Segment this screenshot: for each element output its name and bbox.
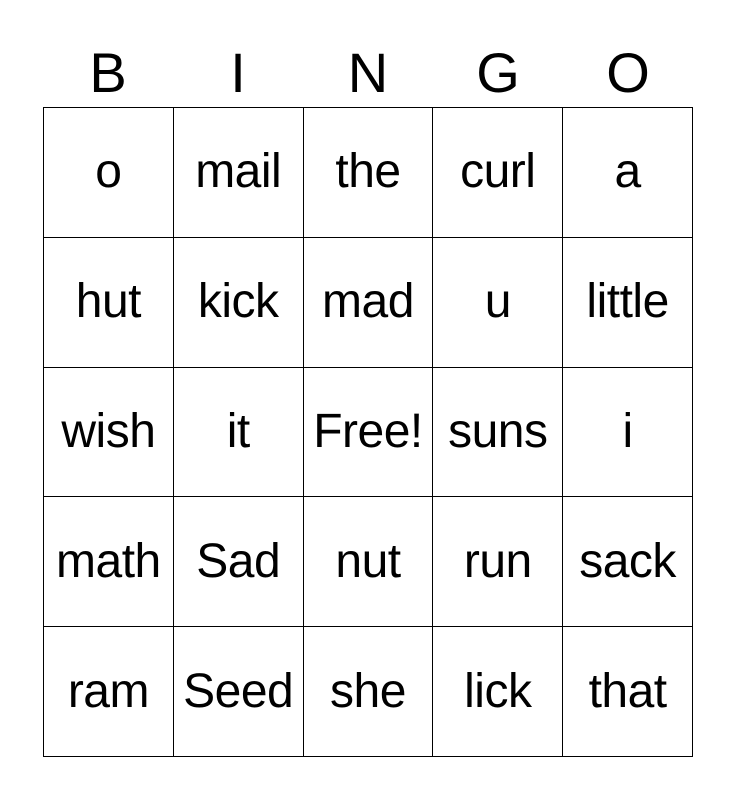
- cell-word: the: [335, 145, 401, 199]
- cell-word: she: [330, 664, 406, 718]
- cell-word: mail: [195, 145, 282, 199]
- cell-word: that: [588, 664, 667, 718]
- cell-word: hut: [75, 275, 142, 329]
- cell-word: curl: [460, 145, 536, 199]
- bingo-cell-r2-c5[interactable]: [563, 238, 693, 368]
- bingo-cell-r4-c2[interactable]: [174, 497, 304, 627]
- cell-word: u: [484, 275, 511, 329]
- cell-word: o: [95, 145, 122, 199]
- bingo-cell-r5-c2[interactable]: [174, 627, 304, 757]
- header-letter-n: N: [347, 41, 389, 104]
- cell-word: lick: [464, 664, 532, 718]
- bingo-cell-r5-c1[interactable]: [44, 627, 174, 757]
- cell-word: little: [586, 275, 669, 329]
- bingo-cell-r5-c3[interactable]: [304, 627, 434, 757]
- bingo-cell-r1-c2[interactable]: [174, 108, 304, 238]
- bingo-cell-r4-c3[interactable]: [304, 497, 434, 627]
- cell-word: ram: [67, 664, 149, 718]
- cell-word: Sad: [196, 534, 281, 588]
- cell-word: i: [622, 404, 633, 458]
- bingo-cell-r4-c4[interactable]: [433, 497, 563, 627]
- bingo-free-space[interactable]: [304, 368, 434, 498]
- bingo-cell-r1-c3[interactable]: [304, 108, 434, 238]
- bingo-cell-r2-c2[interactable]: [174, 238, 304, 368]
- cell-word: Seed: [183, 664, 294, 718]
- bingo-cell-r1-c1[interactable]: [44, 108, 174, 238]
- bingo-card-grid: [43, 107, 693, 757]
- bingo-cell-r3-c2[interactable]: [174, 368, 304, 498]
- cell-word: suns: [448, 404, 548, 458]
- header-letter-o: O: [606, 41, 650, 104]
- bingo-cell-r4-c1[interactable]: [44, 497, 174, 627]
- cell-word: it: [226, 404, 250, 458]
- cell-word: math: [56, 534, 161, 588]
- cell-word: sack: [579, 534, 676, 588]
- header-letter-b: B: [89, 41, 127, 104]
- cell-word: wish: [61, 404, 156, 458]
- cell-word: nut: [335, 534, 401, 588]
- bingo-cell-r3-c5[interactable]: [563, 368, 693, 498]
- header-letter-i: I: [230, 41, 246, 104]
- cell-word: mad: [322, 275, 414, 329]
- bingo-cell-r1-c5[interactable]: [563, 108, 693, 238]
- bingo-cell-r5-c4[interactable]: [433, 627, 563, 757]
- bingo-cell-r2-c3[interactable]: [304, 238, 434, 368]
- bingo-cell-r1-c4[interactable]: [433, 108, 563, 238]
- cell-word: kick: [197, 275, 279, 329]
- bingo-cell-r3-c1[interactable]: [44, 368, 174, 498]
- bingo-cell-r5-c5[interactable]: [563, 627, 693, 757]
- cell-word: run: [463, 534, 532, 588]
- bingo-header: [43, 38, 693, 108]
- bingo-cell-r2-c4[interactable]: [433, 238, 563, 368]
- cell-word: a: [614, 145, 641, 199]
- bingo-cell-r4-c5[interactable]: [563, 497, 693, 627]
- bingo-cell-r2-c1[interactable]: [44, 238, 174, 368]
- free-space-label: Free!: [313, 404, 423, 458]
- bingo-cell-r3-c4[interactable]: [433, 368, 563, 498]
- header-letter-g: G: [476, 41, 520, 104]
